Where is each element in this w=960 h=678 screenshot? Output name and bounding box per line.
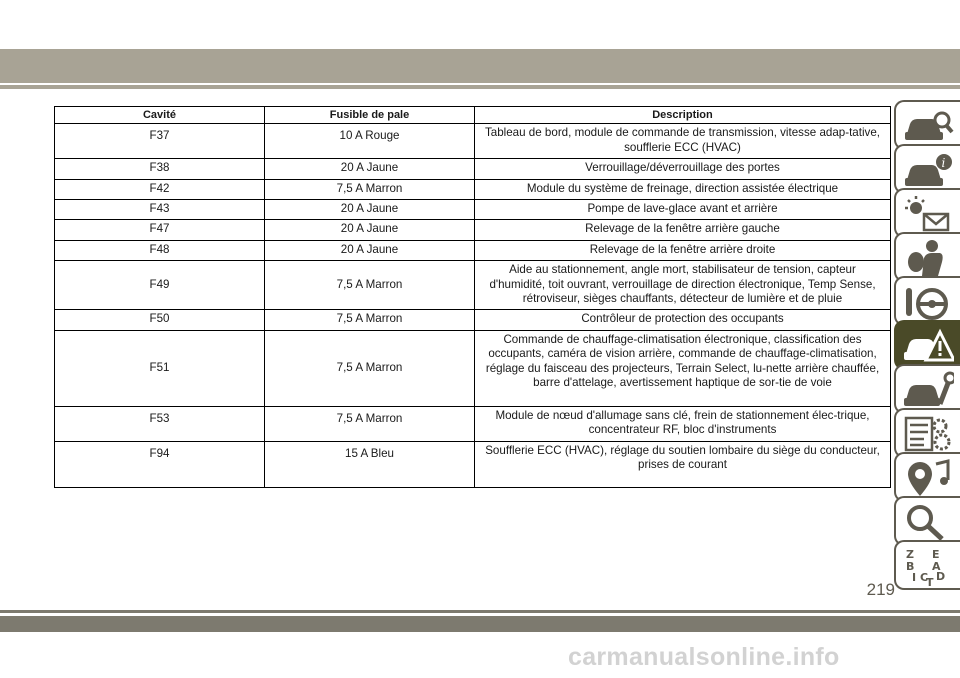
index-letter-t: T bbox=[926, 576, 934, 586]
fuse-cell: 7,5 A Marron bbox=[265, 330, 475, 406]
tab-maintenance[interactable] bbox=[894, 364, 960, 414]
fuse-cell: 7,5 A Marron bbox=[265, 261, 475, 310]
fuse-cell: 7,5 A Marron bbox=[265, 406, 475, 441]
cavity-cell: F94 bbox=[55, 441, 265, 487]
cavity-cell: F48 bbox=[55, 240, 265, 260]
fuse-cell: 10 A Rouge bbox=[265, 124, 475, 159]
header-cavity: Cavité bbox=[55, 107, 265, 124]
description-cell: Module du système de freinage, direction assistée électrique bbox=[475, 179, 891, 199]
table-row bbox=[55, 220, 891, 240]
table-row bbox=[55, 124, 891, 159]
description-cell: Commande de chauffage-climatisation électronique, classification des occupants, caméra de vision arrière, commande de chauffage-climatisation, réglage du faisceau des projecteurs, Terrain Select, lu-nette arrière chauffée, barre d'attelage, avertissement haptique de sor-tie de voie bbox=[475, 330, 891, 406]
car-magnifier-icon bbox=[902, 106, 954, 146]
index-letter-e: E bbox=[932, 548, 940, 561]
footer-band bbox=[0, 616, 960, 632]
tab-multimedia[interactable] bbox=[894, 452, 960, 502]
car-info-icon bbox=[902, 150, 954, 190]
fuse-cell: 7,5 A Marron bbox=[265, 310, 475, 330]
description-cell: Soufflerie ECC (HVAC), réglage du soutien lombaire du siège du conducteur, prises de courant bbox=[475, 441, 891, 487]
index-letter-b: B bbox=[906, 560, 915, 573]
tab-specifications[interactable] bbox=[894, 408, 960, 458]
list-gears-icon bbox=[902, 414, 954, 454]
steering-wheel-icon bbox=[902, 282, 954, 322]
fuse-cell: 7,5 A Marron bbox=[265, 179, 475, 199]
car-wrench-icon bbox=[902, 370, 954, 410]
watermark: carmanualsonline.info bbox=[568, 643, 840, 671]
description-cell: Pompe de lave-glace avant et arrière bbox=[475, 200, 891, 220]
magnifier-icon bbox=[902, 502, 954, 542]
cavity-cell: F47 bbox=[55, 220, 265, 240]
cavity-cell: F49 bbox=[55, 261, 265, 310]
cavity-cell: F53 bbox=[55, 406, 265, 441]
tab-car-inspection[interactable] bbox=[894, 100, 960, 150]
tab-car-info[interactable] bbox=[894, 144, 960, 194]
cavity-cell: F37 bbox=[55, 124, 265, 159]
index-letter-c: C bbox=[920, 571, 929, 584]
table-row bbox=[55, 406, 891, 441]
cavity-cell: F42 bbox=[55, 179, 265, 199]
index-letter-i: I bbox=[912, 571, 917, 584]
fuse-cell: 20 A Jaune bbox=[265, 200, 475, 220]
tab-starting-driving[interactable] bbox=[894, 276, 960, 326]
fuse-table bbox=[54, 106, 891, 488]
light-mail-icon bbox=[902, 194, 954, 234]
tab-search[interactable] bbox=[894, 496, 960, 546]
tab-lights-messages[interactable] bbox=[894, 188, 960, 238]
cavity-cell: F50 bbox=[55, 310, 265, 330]
tab-index[interactable] bbox=[894, 540, 960, 590]
header-description: Description bbox=[475, 107, 891, 124]
description-cell: Verrouillage/déverrouillage des portes bbox=[475, 159, 891, 179]
fuse-cell: 20 A Jaune bbox=[265, 220, 475, 240]
footer-rule bbox=[0, 610, 960, 613]
header-fuse: Fusible de pale bbox=[265, 107, 475, 124]
index-letter-a: A bbox=[932, 560, 941, 573]
description-cell: Relevage de la fenêtre arrière droite bbox=[475, 240, 891, 260]
music-location-icon bbox=[902, 458, 954, 498]
header-rule bbox=[0, 85, 960, 89]
table-row bbox=[55, 261, 891, 310]
description-cell: Module de nœud d'allumage sans clé, frein de stationnement élec-trique, concentrateur RF, bloc d'instruments bbox=[475, 406, 891, 441]
index-letter-z: Z bbox=[906, 548, 914, 561]
svg-text:i: i bbox=[941, 156, 946, 170]
description-cell: Contrôleur de protection des occupants bbox=[475, 310, 891, 330]
table-row bbox=[55, 240, 891, 260]
tab-emergency[interactable] bbox=[894, 320, 960, 370]
table-row bbox=[55, 179, 891, 199]
description-cell: Relevage de la fenêtre arrière gauche bbox=[475, 220, 891, 240]
header-band bbox=[0, 49, 960, 83]
table-row bbox=[55, 441, 891, 487]
alphabet-index-icon bbox=[902, 546, 954, 586]
table-header-row bbox=[55, 107, 891, 124]
tab-safety[interactable] bbox=[894, 232, 960, 282]
description-cell: Aide au stationnement, angle mort, stabilisateur de tension, capteur d'humidité, toit ouvrant, verrouillage de direction électronique, Temp Sense, rétroviseur, sièges chauffants, détecteur de lumière et de pluie bbox=[475, 261, 891, 310]
table-row bbox=[55, 330, 891, 406]
description-cell: Tableau de bord, module de commande de transmission, vitesse adap-tative, soufflerie ECC (HVAC) bbox=[475, 124, 891, 159]
table-row bbox=[55, 200, 891, 220]
person-airbag-icon bbox=[902, 238, 954, 278]
fuse-cell: 20 A Jaune bbox=[265, 159, 475, 179]
page-number: 219 bbox=[866, 580, 895, 599]
car-warning-icon bbox=[902, 326, 954, 366]
cavity-cell: F43 bbox=[55, 200, 265, 220]
fuse-cell: 20 A Jaune bbox=[265, 240, 475, 260]
index-letter-d: D bbox=[936, 570, 946, 583]
table-row bbox=[55, 310, 891, 330]
fuse-cell: 15 A Bleu bbox=[265, 441, 475, 487]
cavity-cell: F38 bbox=[55, 159, 265, 179]
table-row bbox=[55, 159, 891, 179]
cavity-cell: F51 bbox=[55, 330, 265, 406]
